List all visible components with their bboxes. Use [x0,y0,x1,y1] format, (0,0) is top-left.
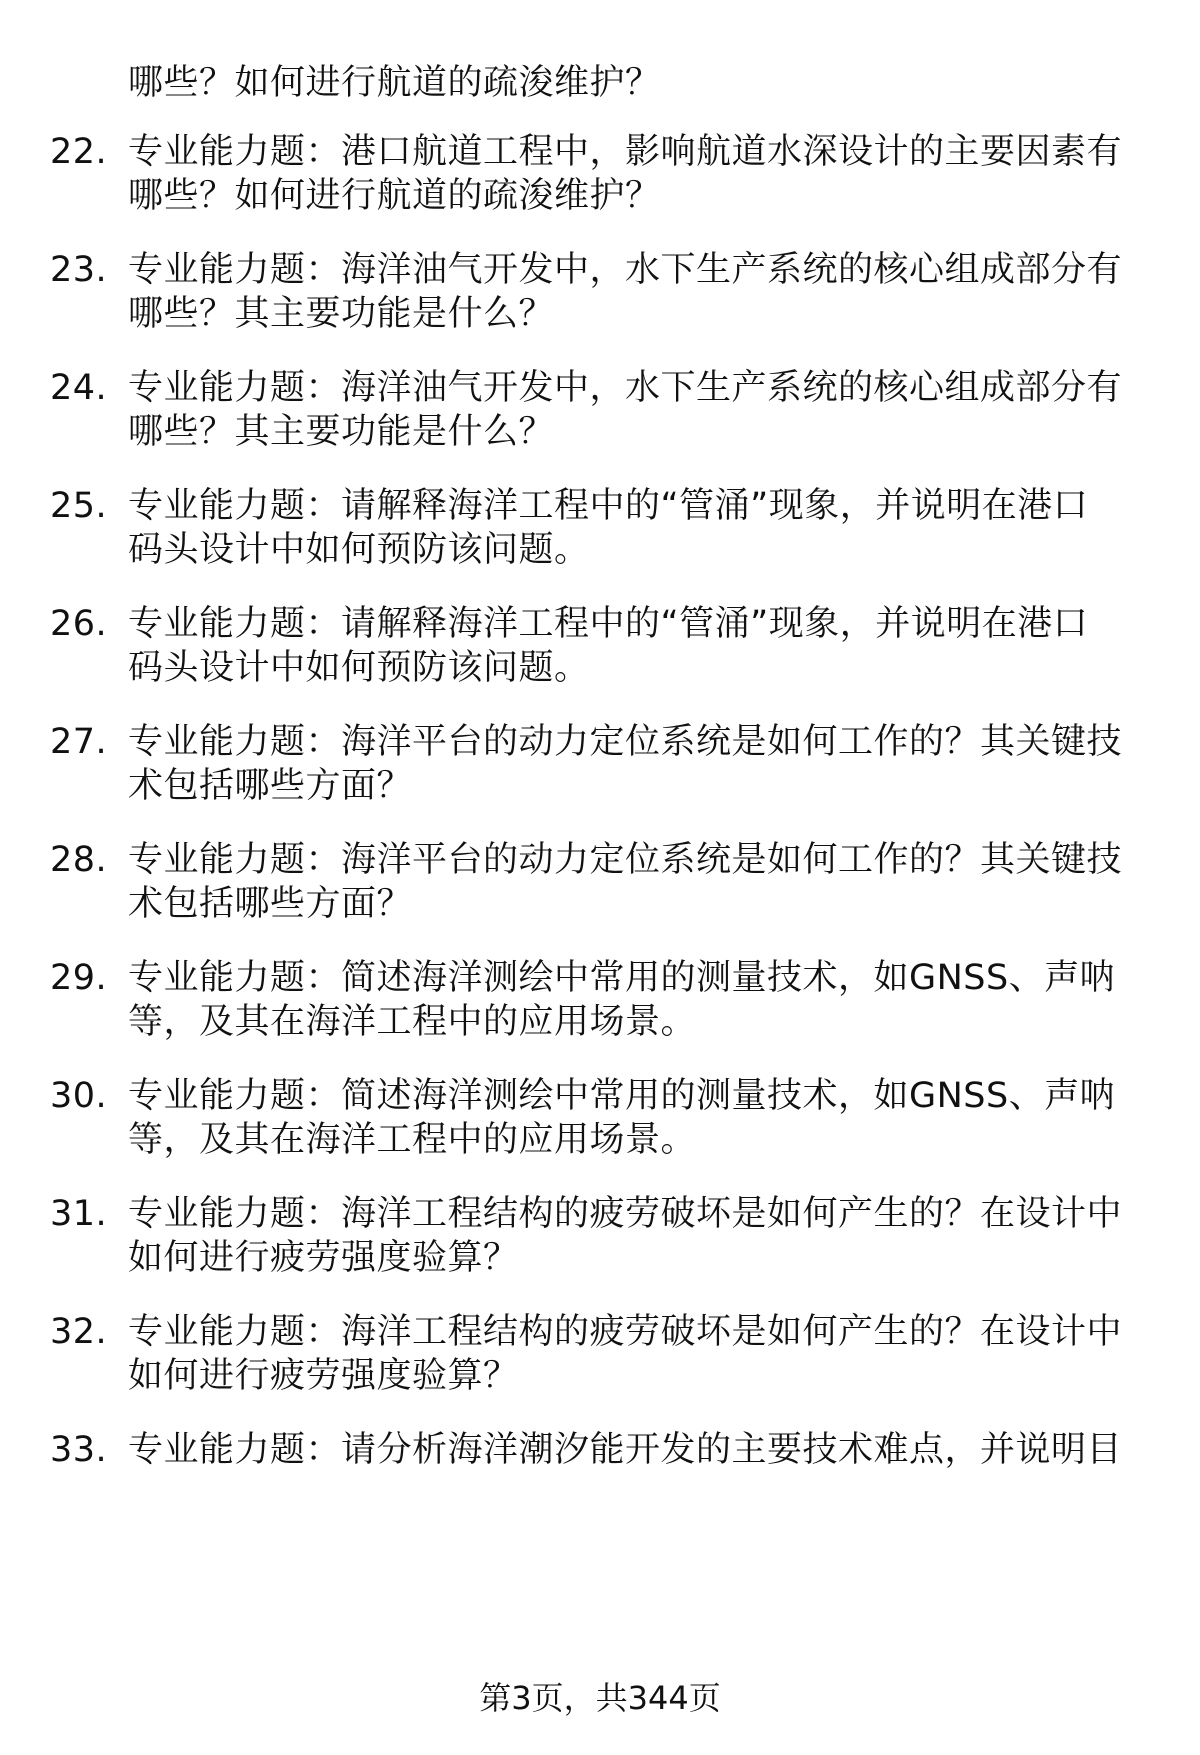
question-text-line: 哪些？其主要功能是什么？ [128,412,555,452]
question-item-24 [0,366,1200,462]
continuation-text: 哪些？如何进行航道的疏浚维护？ [128,63,661,103]
question-number: 27. [50,722,108,762]
question-text-line: 如何进行疲劳强度验算？ [128,1238,519,1278]
question-number: 23. [50,250,108,290]
question-text-line: 专业能力题：海洋工程结构的疲劳破坏是如何产生的？在设计中 [128,1312,1123,1352]
question-item-25 [0,484,1200,580]
question-item-27 [0,720,1200,816]
question-number: 29. [50,958,108,998]
question-text-line: 专业能力题：海洋油气开发中，水下生产系统的核心组成部分有 [128,250,1123,290]
question-text-line: 术包括哪些方面？ [128,884,413,924]
question-item-33 [0,1428,1200,1524]
question-text-line: 专业能力题：港口航道工程中，影响航道水深设计的主要因素有 [128,132,1123,172]
question-text-line: 等，及其在海洋工程中的应用场景。 [128,1002,697,1042]
question-text-line: 专业能力题：海洋工程结构的疲劳破坏是如何产生的？在设计中 [128,1194,1123,1234]
question-text-line: 码头设计中如何预防该问题。 [128,648,590,688]
question-number: 31. [50,1194,108,1234]
question-number: 33. [50,1430,108,1470]
question-number: 25. [50,486,108,526]
question-text-line: 专业能力题：请解释海洋工程中的“管涌”现象，并说明在港口 [128,604,1089,644]
question-text-line: 专业能力题：请分析海洋潮汐能开发的主要技术难点，并说明目 [128,1430,1123,1470]
question-text-line: 哪些？其主要功能是什么？ [128,294,555,334]
question-item-22 [0,130,1200,226]
question-text-line: 专业能力题：简述海洋测绘中常用的测量技术，如GNSS、声呐 [128,1076,1116,1116]
question-number: 32. [50,1312,108,1352]
question-item-31 [0,1192,1200,1288]
question-item-28 [0,838,1200,934]
question-text-line: 如何进行疲劳强度验算？ [128,1356,519,1396]
question-text-line: 码头设计中如何预防该问题。 [128,530,590,570]
question-text-line: 专业能力题：海洋平台的动力定位系统是如何工作的？其关键技 [128,840,1123,880]
question-text-line: 专业能力题：海洋油气开发中，水下生产系统的核心组成部分有 [128,368,1123,408]
question-number: 28. [50,840,108,880]
question-text-line: 哪些？如何进行航道的疏浚维护？ [128,176,661,216]
question-item-30 [0,1074,1200,1170]
question-text-line: 专业能力题：简述海洋测绘中常用的测量技术，如GNSS、声呐 [128,958,1116,998]
question-item-29 [0,956,1200,1052]
question-item-26 [0,602,1200,698]
question-number: 26. [50,604,108,644]
question-number: 24. [50,368,108,408]
question-text-line: 等，及其在海洋工程中的应用场景。 [128,1120,697,1160]
question-text-line: 专业能力题：请解释海洋工程中的“管涌”现象，并说明在港口 [128,486,1089,526]
question-item-32 [0,1310,1200,1406]
question-text-line: 专业能力题：海洋平台的动力定位系统是如何工作的？其关键技 [128,722,1123,762]
question-number: 30. [50,1076,108,1116]
question-text-line: 术包括哪些方面？ [128,766,413,806]
question-number: 22. [50,132,108,172]
question-item-23 [0,248,1200,344]
page-footer: 第3页，共344页 [479,1679,721,1717]
